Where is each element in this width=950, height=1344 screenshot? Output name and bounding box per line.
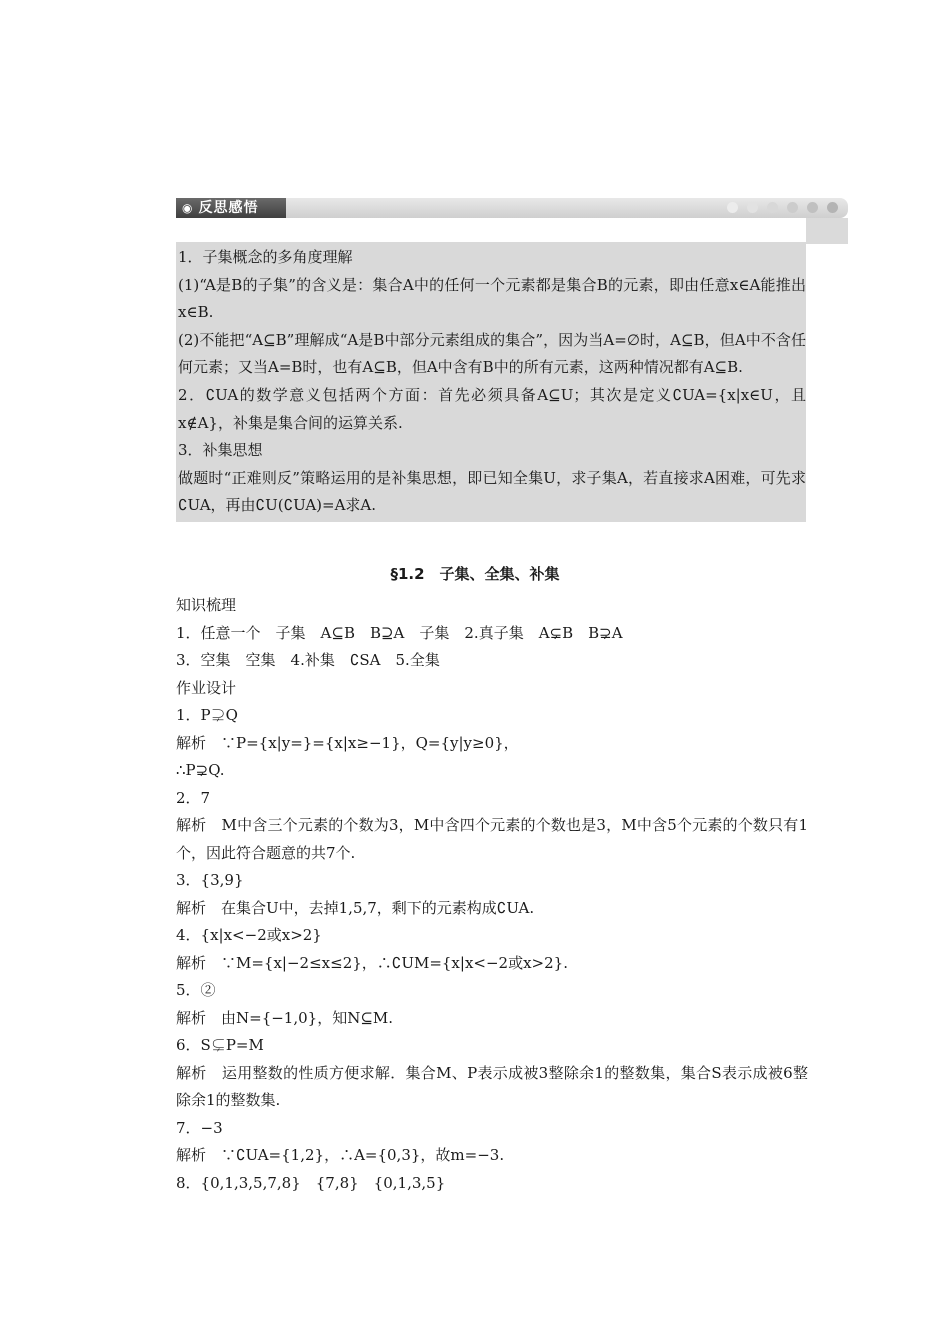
- answer-line: 5．②: [176, 981, 216, 999]
- text-line: 1．任意一个 子集 A⊆B B⊇A 子集 2.真子集 A⊊B B⊋A: [176, 623, 623, 642]
- banner-shadow: [806, 218, 848, 244]
- reflection-line: 做题时“正难则反”策略运用的是补集思想，即已知全集U，求子集A，若直接求A困难，可先求∁UA，再由∁U(∁UA)=A求A.: [178, 468, 806, 515]
- reflection-line: (1)“A是B的子集”的含义是：集合A中的任何一个元素都是集合B的元素，即由任意x∈A能推出x∈B.: [178, 275, 806, 322]
- heading-homework: 作业设计: [176, 678, 237, 697]
- reflection-line: 3．补集思想: [178, 441, 263, 460]
- target-icon: ◉: [182, 201, 194, 215]
- heading-knowledge: 知识梳理: [176, 596, 237, 614]
- reflection-line: 2．∁UA的数学意义包括两个方面：首先必须具备A⊆U；其次是定义∁UA={x|x∈U，且x∉A}，补集是集合间的运算关系.: [178, 385, 806, 432]
- answer-line: 3．{3,9}: [176, 871, 244, 889]
- explanation-line: 解析 M中含三个元素的个数为3，M中含四个元素的个数也是3，M中含5个元素的个数只有1个，因此符合题意的共7个.: [176, 816, 808, 862]
- explanation-line: ∴P⊋Q.: [176, 761, 225, 779]
- section-title: §1.2 子集、全集、补集: [390, 565, 560, 583]
- dot-icon: [727, 202, 738, 213]
- reflection-box: [176, 242, 806, 522]
- dot-icon: [807, 202, 818, 213]
- answer-line: 1．P⊋Q: [176, 706, 238, 724]
- reflection-line: 1．子集概念的多角度理解: [178, 248, 353, 266]
- explanation-line: 解析 运用整数的性质方便求解．集合M、P表示成被3整除余1的整数集，集合S表示成被6整除余1的整数集.: [176, 1063, 808, 1109]
- banner-title: 反思感悟: [198, 200, 259, 216]
- dot-icon: [747, 202, 758, 213]
- explanation-line: 解析 由N={−1,0}，知N⊆M.: [176, 1008, 394, 1027]
- explanation-line: 解析 ∵P={x|y=}={x|x≥−1}，Q={y|y≥0}，: [176, 733, 519, 752]
- section-banner: [176, 198, 848, 218]
- reflection-line: (2)不能把“A⊆B”理解成“A是B中部分元素组成的集合”，因为当A=∅时，A⊆B，但A中不含任何元素；又当A=B时，也有A⊆B，但A中含有B中的所有元素，这两种情况都有A⊆B.: [178, 330, 806, 377]
- text-line: 3．空集 空集 4.补集 ∁SA 5.全集: [176, 651, 440, 669]
- dot-icon: [827, 202, 838, 213]
- explanation-line: 解析 ∵M={x|−2≤x≤2}，∴∁UM={x|x<−2或x>2}.: [176, 953, 568, 972]
- answer-line: 6．S⊊P=M: [176, 1036, 264, 1054]
- answer-line: 8．{0,1,3,5,7,8} {7,8} {0,1,3,5}: [176, 1173, 446, 1192]
- dot-icon: [787, 202, 798, 213]
- banner-dots: [727, 202, 838, 213]
- answer-line: 4．{x|x<−2或x>2}: [176, 926, 322, 944]
- explanation-line: 解析 在集合U中，去掉1,5,7，剩下的元素构成∁UA.: [176, 898, 535, 917]
- banner-tab: [176, 198, 286, 218]
- dot-icon: [767, 202, 778, 213]
- explanation-line: 解析 ∵∁UA={1,2}，∴A={0,3}，故m=−3.: [176, 1146, 505, 1164]
- answer-line: 7．−3: [176, 1118, 223, 1137]
- answer-body: [176, 592, 808, 1197]
- answer-line: 2．7: [176, 788, 211, 807]
